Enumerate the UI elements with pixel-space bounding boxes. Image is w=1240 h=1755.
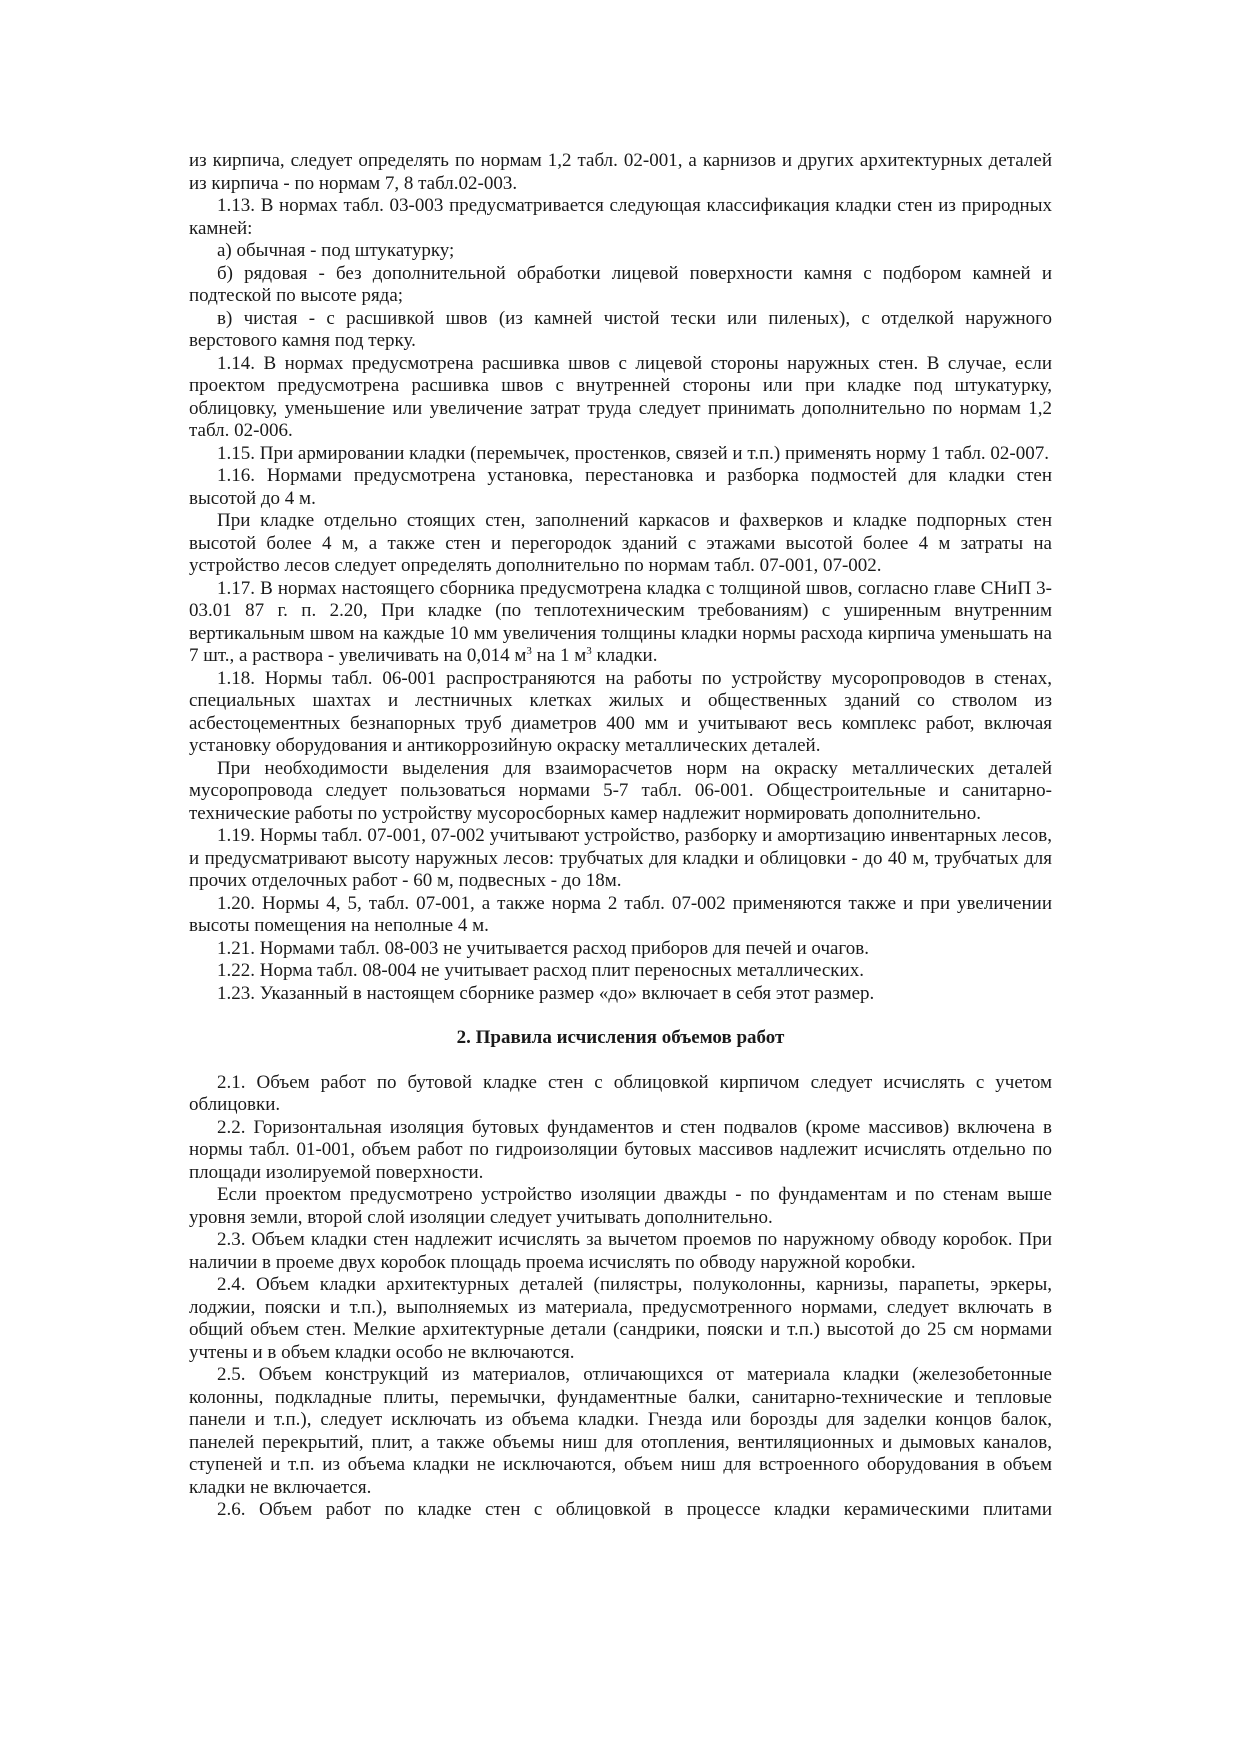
paragraph: 1.14. В нормах предусмотрена расшивка швов с лицевой стороны наружных стен. В случае, если проектом предусмотрена расшивка швов с внутренней стороны или при кладке под штукатурку, облицовку, уменьшение или увеличение затрат труда следует принимать дополнительно по нормам 1,2 табл. 02-006. — [189, 352, 1052, 441]
paragraph: 2.4. Объем кладки архитектурных деталей (пилястры, полуколонны, карнизы, парапеты, эркеры, лоджии, пояски и т.п.), выполняемых из материала, предусмотренного нормами, следует включать в общий объем стен. Мелкие архитектурные детали (сандрики, пояски и т.п.) высотой до 25 см нормами учтены и в объем кладки особо не включаются. — [189, 1274, 1052, 1363]
paragraph: 2.3. Объем кладки стен надлежит исчислять за вычетом проемов по наружному обводу коробок. При наличии в проеме двух коробок площадь проема исчислять по обводу наружной коробки. — [189, 1229, 1052, 1273]
document-page — [189, 150, 1052, 1522]
paragraph: а) обычная - под штукатурку; — [217, 240, 455, 261]
paragraph: Если проектом предусмотрено устройство изоляции дважды - по фундаментам и по стенам выше уровня земли, второй слой изоляции следует учитывать дополнительно. — [189, 1184, 1052, 1228]
paragraph: б) рядовая - без дополнительной обработки лицевой поверхности камня с подбором камней и подтеской по высоте ряда; — [189, 262, 1052, 306]
paragraph: 1.16. Нормами предусмотрена установка, перестановка и разборка подмостей для кладки стен высотой до 4 м. — [189, 465, 1052, 509]
paragraph: 1.21. Нормами табл. 08-003 не учитывается расход приборов для печей и очагов. — [217, 937, 869, 959]
paragraph: 1.18. Нормы табл. 06-001 распространяются на работы по устройству мусоропроводов в стенах, специальных шахтах и лестничных клетках жилых и общественных зданий со стволом из асбестоцементных безнапорных труб диаметров 400 мм и учитывают весь комплекс работ, включая установку оборудования и антикоррозийную окраску металлических деталей. — [189, 667, 1052, 756]
paragraph: 2.2. Горизонтальная изоляция бутовых фундаментов и стен подвалов (кроме массивов) включена в нормы табл. 01-001, объем работ по гидроизоляции бутовых массивов надлежит исчислять отдельно по площади изолируемой поверхности. — [189, 1116, 1052, 1183]
section-2 — [189, 1072, 1052, 1522]
section-1 — [189, 150, 1052, 1005]
paragraph: 1.19. Нормы табл. 07-001, 07-002 учитывают устройство, разборку и амортизацию инвентарных лесов, и предусматривают высоту наружных лесов: трубчатых для кладки и облицовки - до 40 м, трубчатых для прочих отделочных работ - 60 м, подвесных - до 18м. — [189, 825, 1052, 891]
paragraph: 1.15. При армировании кладки (перемычек, простенков, связей и т.п.) применять норму 1 табл. 02-007. — [217, 442, 1050, 464]
paragraph: 1.17. В нормах настоящего сборника предусмотрена кладка с толщиной швов, согласно главе СНиП 3-03.01 87 г. п. 2.20, При кладке (по теплотехническим требованиям) с уширенным внутренним вертикальным швом на каждые 10 мм увеличения толщины кладки нормы расхода кирпича уменьшать на 7 шт., а раствора - увеличивать на 0,014 $м^3$ на 1 $м^3$ кладки. — [189, 577, 1052, 666]
paragraph: в) чистая - с расшивкой швов (из камней чистой тески или пиленых), с отделкой наружного верстового камня под терку. — [189, 307, 1052, 351]
paragraph: из кирпича, следует определять по нормам 1,2 табл. 02-001, а карнизов и других архитектурных деталей из кирпича - по нормам 7, 8 табл.02-003. — [189, 150, 1052, 194]
paragraph: 1.22. Норма табл. 08-004 не учитывает расход плит переносных металлических. — [217, 960, 864, 981]
paragraph: 2.5. Объем конструкций из материалов, отличающихся от материала кладки (железобетонные колонны, подкладные плиты, перемычки, фундаментные балки, санитарно-технические и тепловые панели и т.п.), следует исключать из объема кладки. Гнезда или борозды для заделки концов балок, панелей перекрытий, плит, а также объемы ниш для отопления, вентиляционных и дымовых каналов, ступеней и т.п. из объема кладки не исключаются, объем ниш для встроенного оборудования в объем кладки не включается. — [189, 1364, 1052, 1498]
paragraph: При необходимости выделения для взаиморасчетов норм на окраску металлических деталей мусоропровода следует пользоваться нормами 5-7 табл. 06-001. Общестроительные и санитарно-технические работы по устройству мусоросборных камер надлежит нормировать дополнительно. — [189, 757, 1052, 824]
paragraph: 1.13. В нормах табл. 03-003 предусматривается следующая классификация кладки стен из природных камней: — [189, 195, 1052, 239]
paragraph: 2.6. Объем работ по кладке стен с облицовкой в процессе кладки керамическими плитами — [217, 1499, 1052, 1520]
paragraph: 2.1. Объем работ по бутовой кладке стен с облицовкой кирпичом следует исчислять с учетом облицовки. — [189, 1071, 1052, 1115]
section-2-heading: 2. Правила исчисления объемов работ — [456, 1027, 785, 1048]
paragraph: 1.20. Нормы 4, 5, табл. 07-001, а также норма 2 табл. 07-002 применяются также и при увеличении высоты помещения на неполные 4 м. — [189, 892, 1052, 936]
paragraph: При кладке отдельно стоящих стен, заполнений каркасов и фахверков и кладке подпорных стен высотой более 4 м, а также стен и перегородок зданий с этажами высотой более 4 м затраты на устройство лесов следует определять дополнительно по нормам табл. 07-001, 07-002. — [189, 510, 1052, 576]
paragraph: 1.23. Указанный в настоящем сборнике размер «до» включает в себя этот размер. — [217, 982, 875, 1004]
